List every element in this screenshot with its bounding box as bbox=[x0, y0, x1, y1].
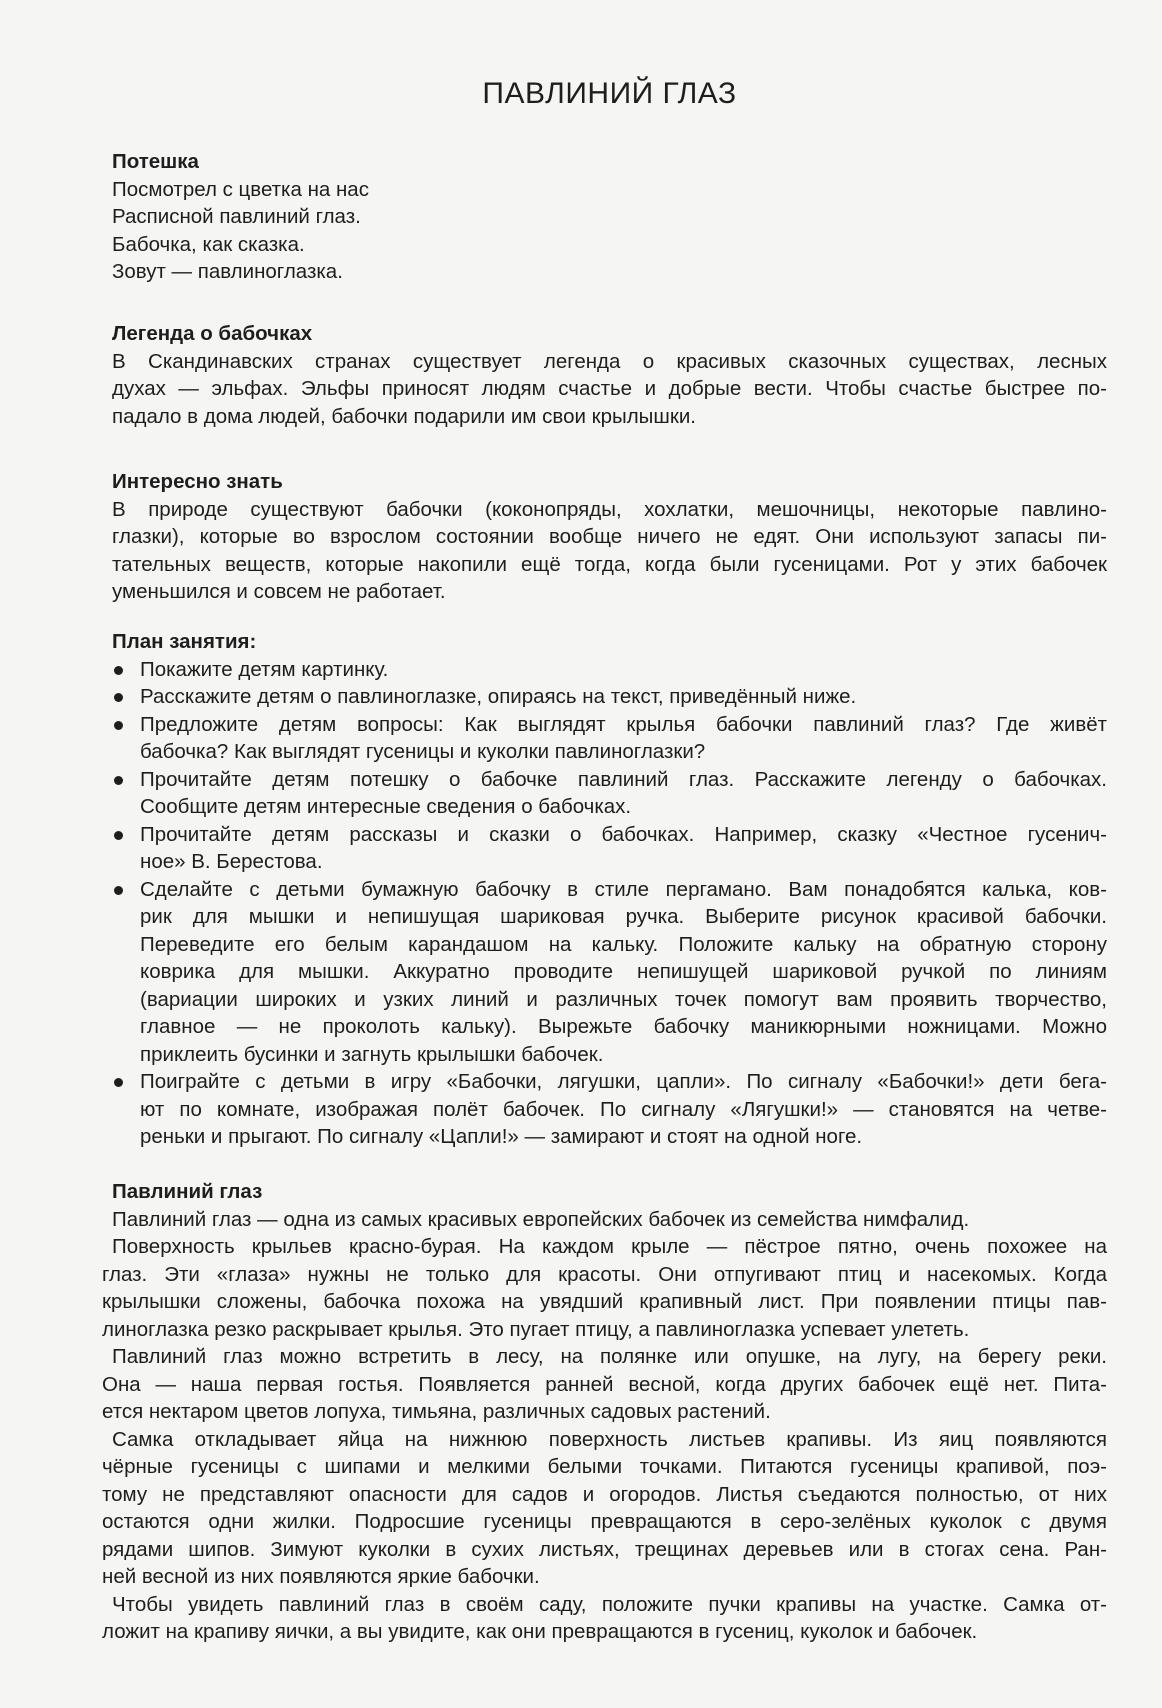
peacock-paragraph bbox=[102, 1343, 1107, 1426]
text-line: остаются одни жилки. Подросшие гусеницы превращаются в серо-зелёных куколок с двумя bbox=[102, 1510, 1107, 1533]
text-line: Павлиний глаз можно встретить в лесу, на полянке или опушке, на лугу, на берегу реки. bbox=[112, 1345, 1107, 1368]
bullet-icon bbox=[114, 776, 123, 785]
poteshka-section bbox=[112, 148, 1107, 286]
text-line: приклеить бусинки и загнуть крылышки бабочек. bbox=[140, 1042, 604, 1066]
peacock-paragraph bbox=[112, 1206, 1107, 1234]
plan-section bbox=[112, 628, 1107, 1151]
plan-heading: План занятия: bbox=[112, 630, 257, 653]
peacock-heading: Павлиний глаз bbox=[112, 1180, 263, 1203]
list-item bbox=[112, 683, 1107, 711]
peacock-paragraph bbox=[102, 1426, 1107, 1591]
text-line: В Скандинавских странах существует легенда о красивых сказочных существах, лесных bbox=[112, 349, 1107, 373]
text-line: Предложите детям вопросы: Как выглядят крылья бабочки павлиний глаз? Где живёт bbox=[140, 712, 1107, 736]
peacock-paragraph bbox=[102, 1591, 1107, 1646]
text-line: коврика для мышки. Аккуратно проводите непишущей шариковой ручкой по линиям bbox=[140, 960, 1107, 983]
text-line: Она — наша первая гостья. Появляется ранней весной, когда других бабочек ещё нет. Пита- bbox=[102, 1372, 1107, 1396]
peacock-section bbox=[102, 1178, 1107, 1646]
text-line: чёрные гусеницы с шипами и мелкими белыми точками. Питаются гусеницы крапивой, поэ- bbox=[102, 1455, 1107, 1478]
text-line: крылышки сложены, бабочка похожа на увядший крапивный лист. При появлении птицы пав- bbox=[102, 1290, 1107, 1313]
text-line: Расскажите детям о павлиноглазке, опираясь на текст, приведённый ниже. bbox=[140, 685, 857, 708]
text-line: главное — не проколоть кальку). Вырежьте бабочку маникюрными ножницами. Можно bbox=[140, 1015, 1107, 1038]
list-item bbox=[112, 656, 1107, 684]
text-line: Сообщите детям интересные сведения о бабочках. bbox=[140, 795, 632, 818]
text-line: падало в дома людей, бабочки подарили им свои крылышки. bbox=[112, 404, 696, 428]
bullet-icon bbox=[114, 666, 123, 675]
bullet-icon bbox=[114, 693, 123, 702]
text-line: рядами шипов. Зимуют куколки в сухих листьях, трещинах деревьев или в стогах сена. Ран- bbox=[102, 1537, 1107, 1561]
text-line: Переведите его белым карандашом на кальку. Положите кальку на обратную сторону bbox=[140, 932, 1107, 956]
legend-section bbox=[112, 320, 1107, 430]
text-line: ют по комнате, изображая полёт бабочек. По сигналу «Лягушки!» — становятся на четве- bbox=[140, 1097, 1107, 1121]
plan-list bbox=[112, 656, 1107, 1151]
page-title: ПАВЛИНИЙ ГЛАЗ bbox=[482, 77, 737, 110]
text-line: тательных веществ, которые накопили ещё тогда, когда были гусеницами. Рот у этих бабочек bbox=[112, 552, 1107, 576]
text-line: реньки и прыгают. По сигналу «Цапли!» — замирают и стоят на одной ноге. bbox=[140, 1125, 863, 1148]
list-item bbox=[112, 1068, 1107, 1151]
text-line: бабочка? Как выглядят гусеницы и куколки павлиноглазки? bbox=[140, 740, 706, 763]
text-line: (вариации широких и узких линий и различных точек помогут вам проявить творчество, bbox=[140, 987, 1107, 1011]
text-line: ней весной из них появляются яркие бабочки. bbox=[102, 1565, 540, 1588]
poem-line: Зовут — павлиноглазка. bbox=[112, 260, 343, 283]
text-line: ложит на крапиву яички, а вы увидите, как они превращаются в гусениц, куколок и бабочек. bbox=[102, 1620, 978, 1643]
text-line: рик для мышки и непишущая шариковая ручка. Выберите рисунок красивой бабочки. bbox=[140, 905, 1107, 928]
poem-line: Посмотрел с цветка на нас bbox=[112, 177, 369, 201]
text-line: Самка откладывает яйца на нижнюю поверхность листьев крапивы. Из яиц появляются bbox=[112, 1427, 1107, 1451]
poem-line: Расписной павлиний глаз. bbox=[112, 205, 361, 228]
text-line: ется нектаром цветов лопуха, тимьяна, различных садовых растений. bbox=[102, 1400, 771, 1423]
list-item bbox=[112, 821, 1107, 876]
text-line: Чтобы увидеть павлиний глаз в своём саду, положите пучки крапивы на участке. Самка от- bbox=[112, 1592, 1107, 1616]
poteshka-lines bbox=[112, 176, 1107, 286]
text-line: духах — эльфах. Эльфы приносят людям счастье и добрые вести. Чтобы счастье быстрее по- bbox=[112, 377, 1107, 400]
text-line: глаз. Эти «глаза» нужны не только для красоты. Они отпугивают птиц и насекомых. Когда bbox=[102, 1262, 1107, 1286]
bullet-icon bbox=[114, 721, 123, 730]
text-line: линоглазка резко раскрывает крылья. Это пугает птицу, а павлиноглазка успевает улететь. bbox=[102, 1317, 970, 1341]
legend-heading: Легенда о бабочках bbox=[112, 322, 313, 345]
text-line: Поверхность крыльев красно-бурая. На каждом крыле — пёстрое пятно, очень похожее на bbox=[112, 1235, 1107, 1258]
text-line: Покажите детям картинку. bbox=[140, 657, 389, 681]
bullet-icon bbox=[114, 1078, 123, 1087]
text-line: тому не представляют опасности для садов и огородов. Листья съедаются полностью, от них bbox=[102, 1482, 1107, 1506]
interesting-paragraph bbox=[112, 496, 1107, 606]
legend-paragraph bbox=[112, 348, 1107, 431]
interesting-section bbox=[112, 468, 1107, 606]
bullet-icon bbox=[114, 831, 123, 840]
text-line: Прочитайте детям рассказы и сказки о бабочках. Например, сказку «Честное гусенич- bbox=[140, 822, 1107, 846]
text-line: Поиграйте с детьми в игру «Бабочки, лягушки, цапли». По сигналу «Бабочки!» дети бега- bbox=[140, 1070, 1107, 1093]
text-line: глазки), которые во взрослом состоянии вообще ничего не едят. Они используют запасы пи- bbox=[112, 525, 1107, 548]
poteshka-heading: Потешка bbox=[112, 150, 199, 173]
peacock-paragraph bbox=[102, 1233, 1107, 1343]
text-line: В природе существуют бабочки (коконопряды, хохлатки, мешочницы, некоторые павлино- bbox=[112, 497, 1107, 521]
bullet-icon bbox=[114, 886, 123, 895]
text-line: Прочитайте детям потешку о бабочке павлиний глаз. Расскажите легенду о бабочках. bbox=[140, 767, 1107, 791]
list-item bbox=[112, 876, 1107, 1069]
poem-line: Бабочка, как сказка. bbox=[112, 232, 305, 256]
text-line: Павлиний глаз — одна из самых красивых европейских бабочек из семейства нимфалид. bbox=[112, 1207, 970, 1231]
list-item bbox=[112, 766, 1107, 821]
text-line: ное» В. Берестова. bbox=[140, 850, 323, 873]
list-item bbox=[112, 711, 1107, 766]
interesting-heading: Интересно знать bbox=[112, 470, 283, 493]
text-line: уменьшился и совсем не работает. bbox=[112, 580, 446, 603]
text-line: Сделайте с детьми бумажную бабочку в стиле пергамано. Вам понадобятся калька, ков- bbox=[140, 877, 1107, 901]
